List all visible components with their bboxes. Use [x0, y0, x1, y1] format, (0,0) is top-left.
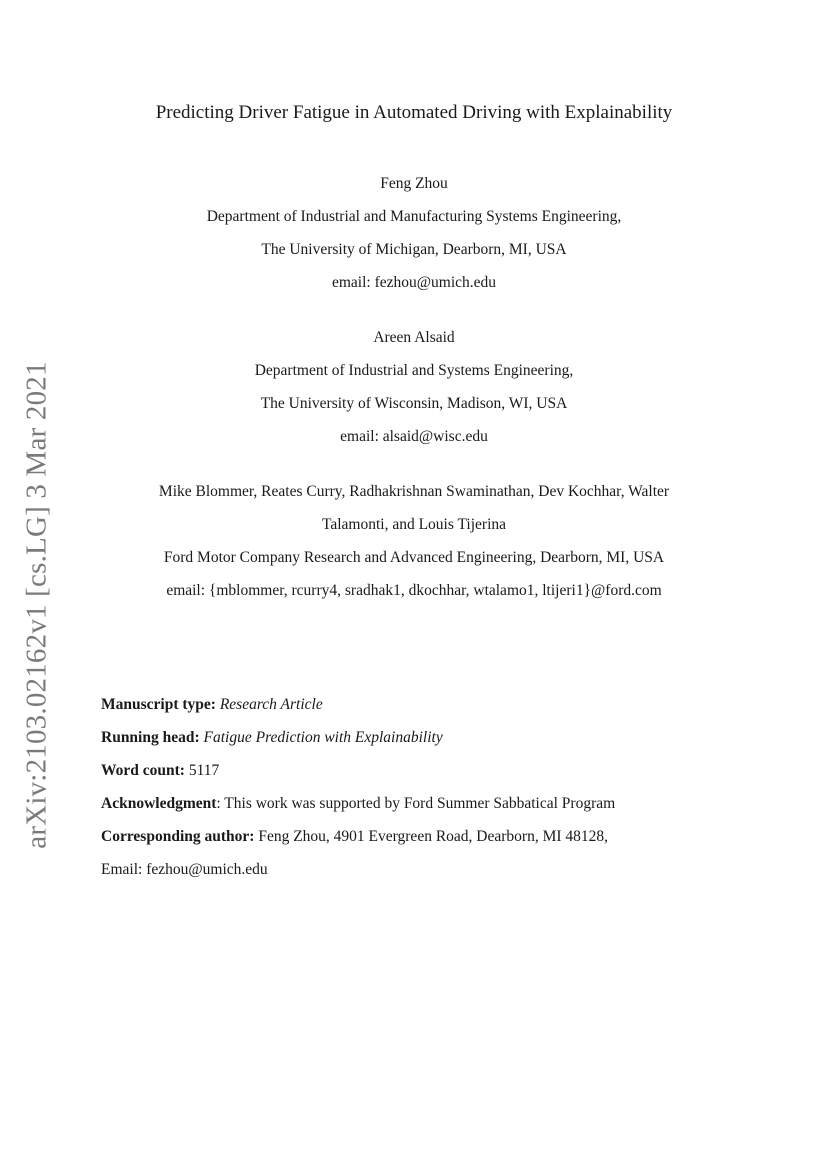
corresponding-author-value: Feng Zhou, 4901 Evergreen Road, Dearborn, MI 48128,	[258, 828, 609, 845]
acknowledgment	[101, 794, 615, 814]
acknowledgment-label: Acknowledgment	[101, 795, 217, 812]
author-affiliation: The University of Wisconsin, Madison, WI, USA	[260, 395, 568, 412]
running-head	[101, 728, 443, 748]
author-affiliation: Department of Industrial and Systems Engineering,	[254, 362, 574, 379]
arxiv-stamp: arXiv:2103.02162v1 [cs.LG] 3 Mar 2021	[20, 361, 53, 849]
running-head-value: Fatigue Prediction with Explainability	[203, 729, 443, 746]
word-count-value: 5117	[188, 762, 220, 779]
author-name: Areen Alsaid	[373, 329, 455, 346]
manuscript-type-value: Research Article	[219, 696, 323, 713]
author-email: email: alsaid@wisc.edu	[340, 428, 488, 445]
author-names: Mike Blommer, Reates Curry, Radhakrishnan Swaminathan, Dev Kochhar, Walter	[158, 483, 670, 500]
author-affiliation: The University of Michigan, Dearborn, MI, USA	[261, 241, 567, 258]
corresponding-author	[101, 827, 608, 847]
author-name: Feng Zhou	[380, 175, 448, 192]
author-affiliation: Ford Motor Company Research and Advanced Engineering, Dearborn, MI, USA	[163, 549, 665, 566]
running-head-label: Running head:	[101, 729, 200, 746]
author-affiliation: Department of Industrial and Manufacturing Systems Engineering,	[206, 208, 622, 225]
author-email: email: {mblommer, rcurry4, sradhak1, dkochhar, wtalamo1, ltijeri1}@ford.com	[166, 582, 662, 599]
word-count	[101, 761, 219, 781]
manuscript-type	[101, 695, 323, 715]
author-email: email: fezhou@umich.edu	[331, 274, 497, 291]
corresponding-email: Email: fezhou@umich.edu	[101, 861, 268, 878]
word-count-label: Word count:	[101, 762, 185, 779]
corresponding-author-label: Corresponding author:	[101, 828, 255, 845]
manuscript-type-label: Manuscript type:	[101, 696, 216, 713]
acknowledgment-value: : This work was supported by Ford Summer Sabbatical Program	[216, 795, 616, 812]
paper-title: Predicting Driver Fatigue in Automated Driving with Explainability	[155, 102, 673, 123]
author-names: Talamonti, and Louis Tijerina	[321, 516, 507, 533]
